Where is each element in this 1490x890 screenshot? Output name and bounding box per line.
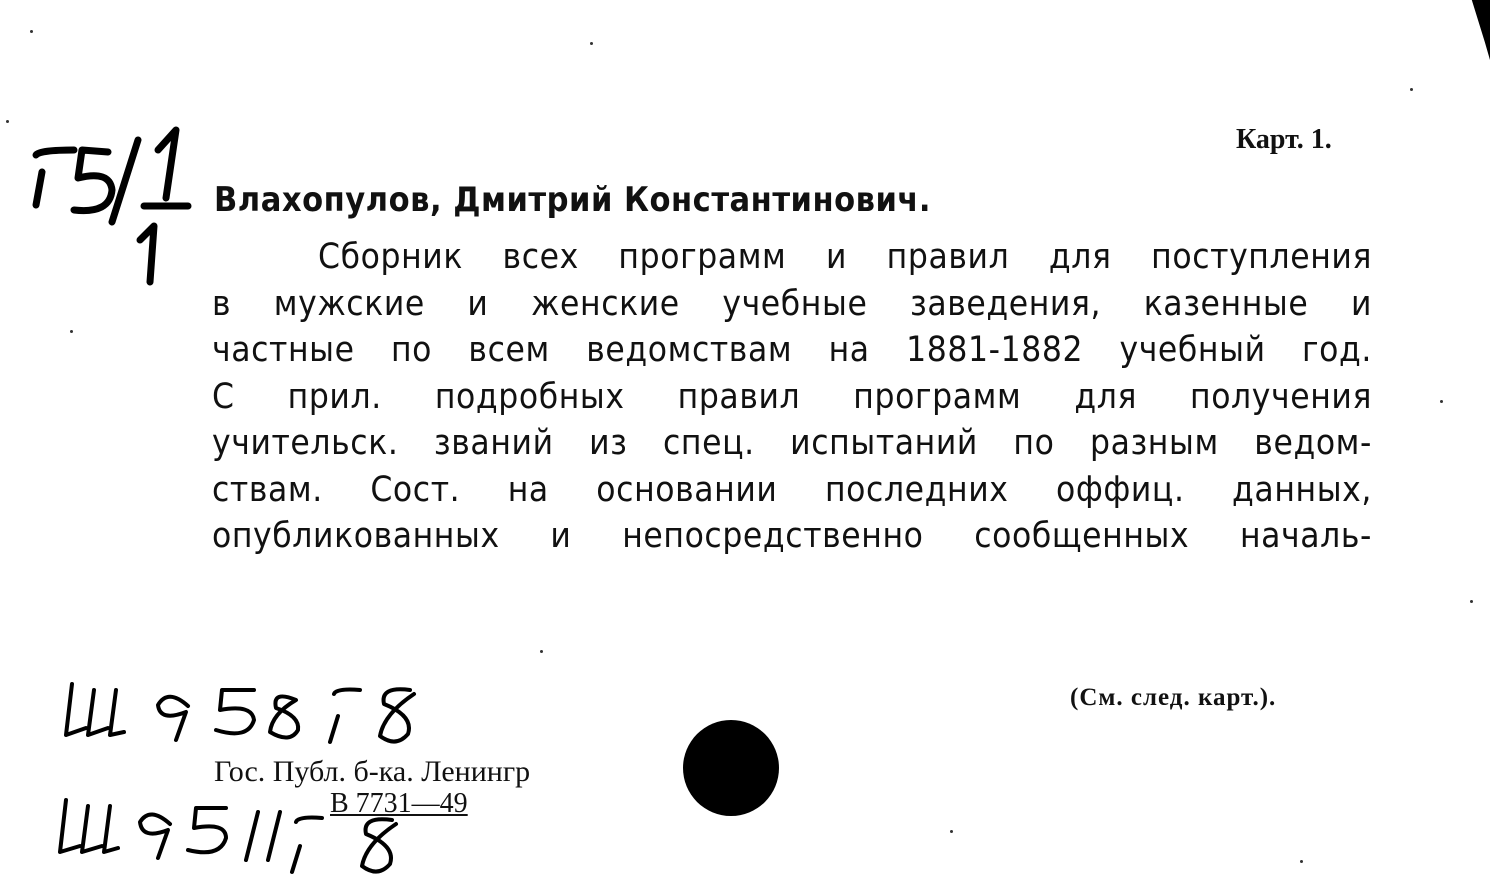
description-line: С прил. подробных правил программ для получения xyxy=(212,376,1372,417)
dust-speck xyxy=(1410,88,1413,91)
stamp-code-text: В 7731—49 xyxy=(330,788,468,819)
dust-speck xyxy=(590,42,593,45)
punch-hole xyxy=(683,720,779,816)
dust-speck xyxy=(950,830,953,833)
description-line: Сборник всех программ и правил для поступления xyxy=(318,237,1372,277)
dust-speck xyxy=(1440,400,1443,403)
description-line: ствам. Сост. на основании последних оффиц. данных, xyxy=(212,469,1372,510)
dust-speck xyxy=(70,330,73,333)
dust-speck xyxy=(30,30,33,33)
description-line: частные по всем ведомствам на 1881-1882 учебный год. xyxy=(212,330,1372,370)
card-number: Карт. 1. xyxy=(1236,124,1332,155)
description-line: в мужские и женские учебные заведения, казенные и xyxy=(212,283,1372,324)
dust-speck xyxy=(1470,600,1473,603)
author-heading: Влахопулов, Дмитрий Константинович. xyxy=(214,180,932,220)
description-line: опубликованных и непосредственно сообщенных началь- xyxy=(212,516,1372,556)
stamp-code xyxy=(330,788,468,820)
library-stamp: Гос. Публ. б-ка. Ленингр xyxy=(214,755,531,788)
continued-note: (См. след. карт.). xyxy=(1070,684,1277,711)
description-line: учительск. званий из спец. испытаний по разным ведом- xyxy=(212,423,1372,463)
dust-speck xyxy=(1300,860,1303,863)
dust-speck xyxy=(6,120,9,123)
dust-speck xyxy=(540,650,543,653)
